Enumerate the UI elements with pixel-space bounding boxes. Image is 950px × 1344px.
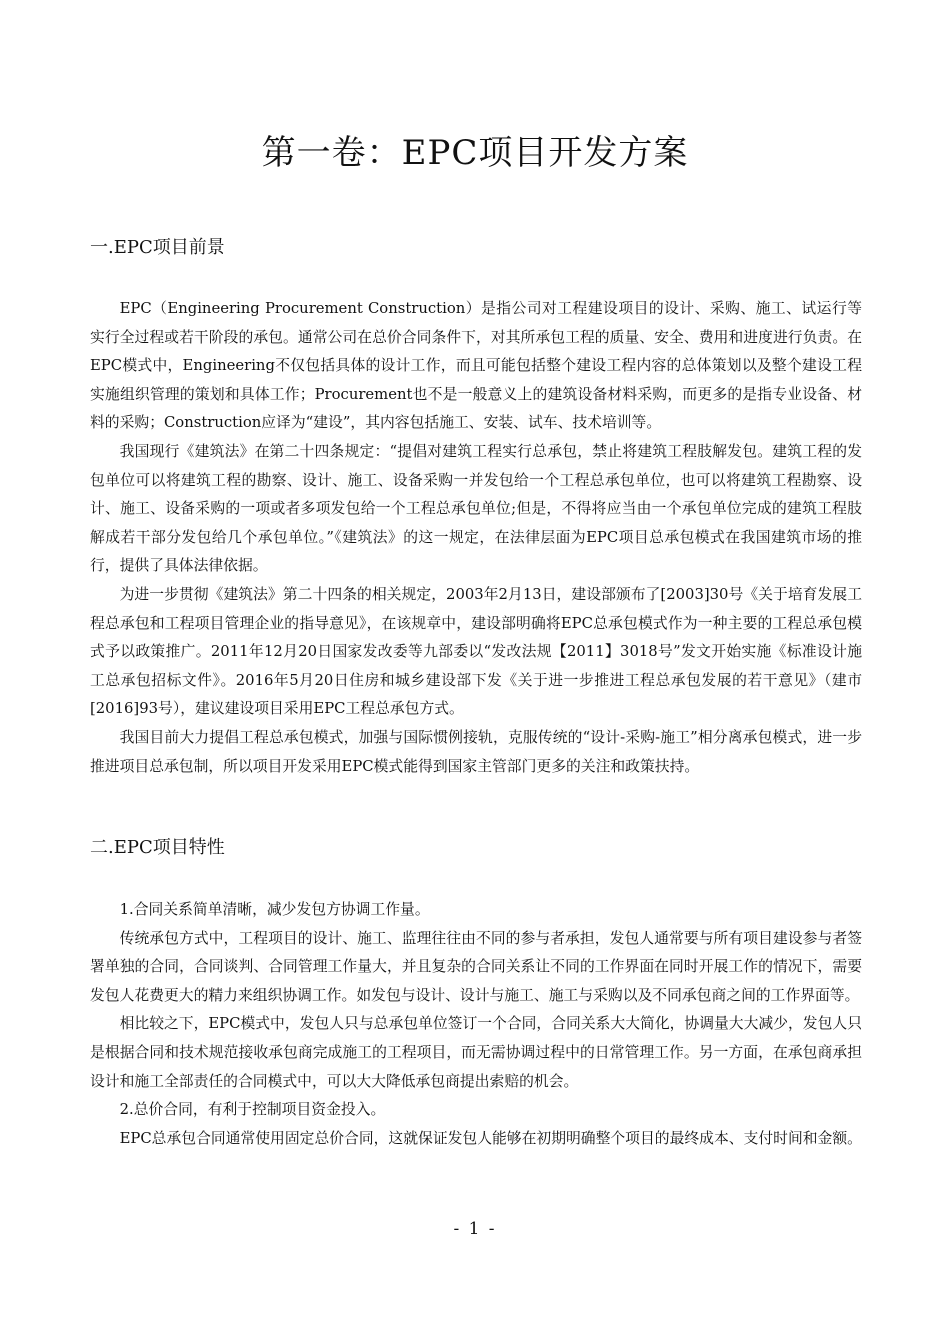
section-heading-prospects: 一.EPC项目前景 [90, 237, 225, 258]
paragraph: EPC总承包合同通常使用固定总价合同，这就保证发包人能够在初期明确整个项目的最终成本、支付时间和金额。 [119, 1129, 862, 1147]
section-body-prospects [90, 295, 862, 781]
paragraph: EPC（Engineering Procurement Construction）是指公司对工程建设项目的设计、采购、施工、试运行等实行全过程或若干阶段的承包。通常公司在总价合同条件下，对其所承包工程的质量、安全、费用和进度进行负责。在EPC模式中，Engineering不仅包括具体的设计工作，而且可能包括整个建设工程内容的总体策划以及整个建设工程实施组织管理的策划和具体工作；Procurement也不是一般意义上的建筑设备材料采购，而更多的是指专业设备、材料的采购；Construction应译为“建设”，其内容包括施工、安装、试车、技术培训等。 [90, 300, 862, 432]
paragraph: 我国现行《建筑法》在第二十四条规定：“提倡对建筑工程实行总承包，禁止将建筑工程肢解发包。建筑工程的发包单位可以将建筑工程的勘察、设计、施工、设备采购一并发包给一个工程总承包单位，也可以将建筑工程勘察、设计、施工、设备采购的一项或者多项发包给一个工程总承包单位;但是，不得将应当由一个承包单位完成的建筑工程肢解成若干部分发包给几个承包单位。”《建筑法》的这一规定，在法律层面为EPC项目总承包模式在我国建筑市场的推行，提供了具体法律依据。 [90, 442, 862, 575]
paragraph: 2.总价合同，有利于控制项目资金投入。 [119, 1101, 386, 1119]
paragraph: 相比较之下，EPC模式中，发包人只与总承包单位签订一个合同，合同关系大大简化，协调量大大减少，发包人只是根据合同和技术规范接收承包商完成施工的工程项目，而无需协调过程中的日常管理工作。另一方面，在承包商承担设计和施工全部责任的合同模式中，可以大大降低承包商提出索赔的机会。 [90, 1015, 862, 1090]
section-heading-characteristics: 二.EPC项目特性 [90, 837, 225, 858]
paragraph: 1.合同关系简单清晰，减少发包方协调工作量。 [119, 901, 430, 918]
page-number: - 1 - [453, 1219, 497, 1239]
paragraph: 为进一步贯彻《建筑法》第二十四条的相关规定，2003年2月13日，建设部颁布了[2003]30号《关于培育发展工程总承包和工程项目管理企业的指导意见》，在该规章中，建设部明确将EPC总承包模式作为一种主要的工程总承包模式予以政策推广。2011年12月20日国家发改委等九部委以“发改法规【2011】3018号”发文开始实施《标准设计施工总承包招标文件》。2016年5月20日住房和城乡建设部下发《关于进一步推进工程总承包发展的若干意见》（建市[2016]93号），建议建设项目采用EPC工程总承包方式。 [90, 585, 862, 718]
paragraph: 传统承包方式中，工程项目的设计、施工、监理往往由不同的参与者承担，发包人通常要与所有项目建设参与者签署单独的合同，合同谈判、合同管理工作量大，并且复杂的合同关系让不同的工作界面在同时开展工作的情况下，需要发包人花费更大的精力来组织协调工作。如发包与设计、设计与施工、施工与采购以及不同承包商之间的工作界面等。 [90, 929, 862, 1004]
paragraph: 我国目前大力提倡工程总承包模式，加强与国际惯例接轨，克服传统的“设计-采购-施工”相分离承包模式，进一步推进项目总承包制，所以项目开发采用EPC模式能得到国家主管部门更多的关注和政策扶持。 [90, 728, 862, 775]
section-body-characteristics [90, 896, 862, 1153]
document-title: 第一卷：EPC项目开发方案 [261, 133, 689, 173]
